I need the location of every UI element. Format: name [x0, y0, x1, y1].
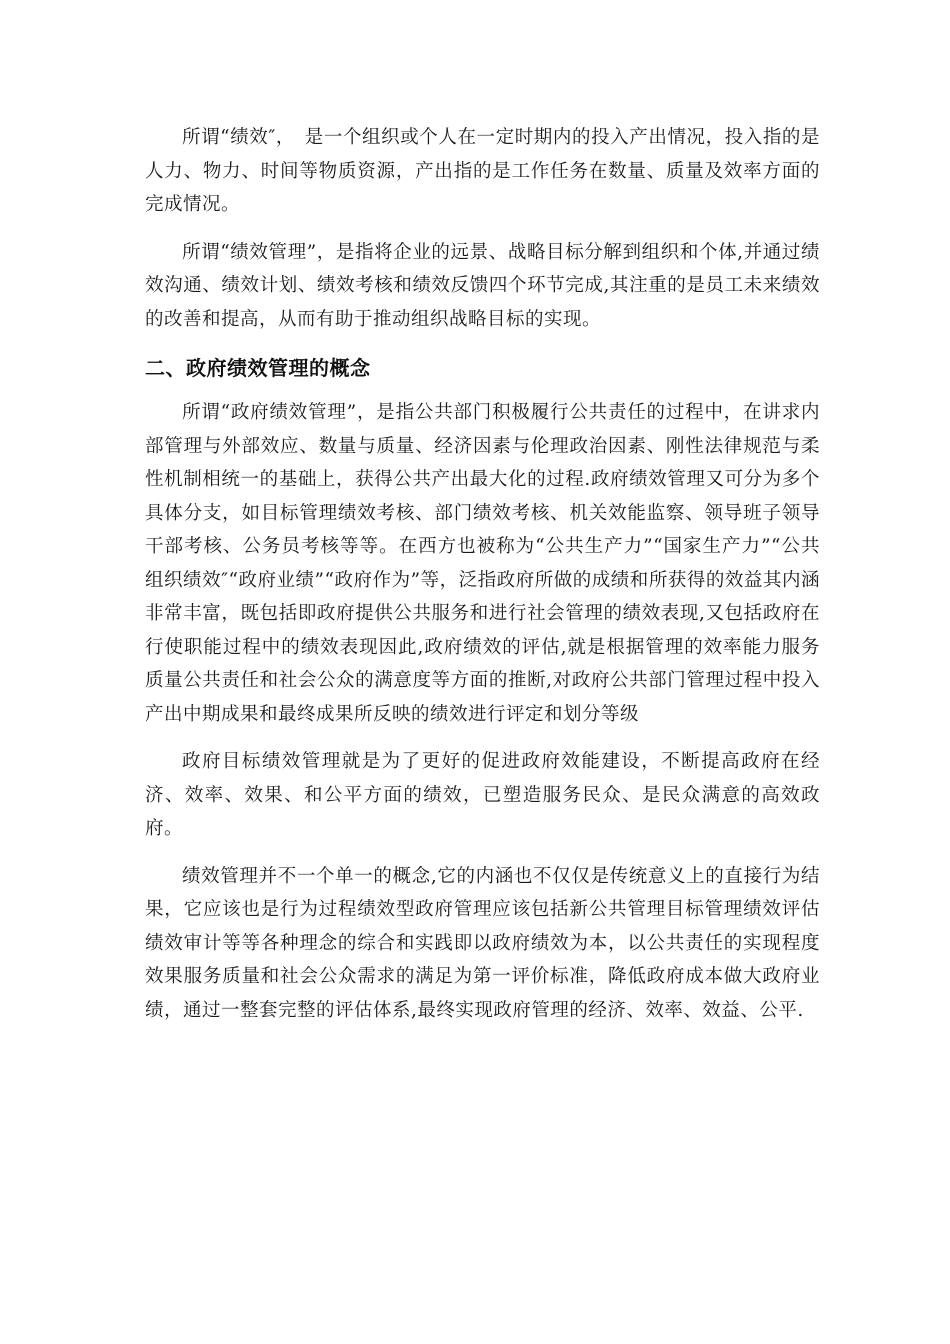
paragraph-government-performance-management: 所谓“政府绩效管理”，是指公共部门积极履行公共责任的过程中，在讲求内部管理与外部效应、数量与质量、经济因素与伦理政治因素、刚性法律规范与柔性机制相统一的基础上，获得公共产出最大化的过程.政府绩效管理又可分为多个具体分支，如目标管理绩效考核、部门绩效考核、机关效能监察、领导班子领导干部考核、公务员考核等等。在西方也被称为“公共生产力”“国家生产力”“公共组织绩效″“政府业绩”“政府作为”等，泛指政府所做的成绩和所获得的效益其内涵非常丰富，既包括即政府提供公共服务和进行社会管理的绩效表现,又包括政府在行使职能过程中的绩效表现因此,政府绩效的评估,就是根据管理的效率能力服务质量公共责任和社会公众的满意度等方面的推断,对政府公共部门管理过程中投入产出中期成果和最终成果所反映的绩效进行评定和划分等级	[145, 402, 820, 725]
paragraph-government-target-performance: 政府目标绩效管理就是为了更好的促进政府效能建设，不断提高政府在经济、效率、效果、和公平方面的绩效，已塑造服务民众、是民众满意的高效政府。	[145, 751, 820, 839]
paragraph-performance-management-concept: 绩效管理并不一个单一的概念,它的内涵也不仅仅是传统意义上的直接行为结果，它应该也是行为过程绩效型政府管理应该包括新公共管理目标管理绩效评估绩效审计等等各种理念的综合和实践即以政府绩效为本，以公共责任的实现程度效果服务质量和社会公众需求的满足为第一评价标准，降低政府成本做大政府业绩，通过一整套完整的评估体系,最终实现政府管理的经济、效率、效益、公平.	[145, 865, 820, 1021]
paragraph-performance-definition: 所谓“绩效″， 是一个组织或个人在一定时期内的投入产出情况，投入指的是人力、物力、时间等物质资源，产出指的是工作任务在数量、质量及效率方面的完成情况。	[145, 127, 820, 215]
paragraph-performance-management-definition: 所谓“绩效管理”，是指将企业的远景、战略目标分解到组织和个体,并通过绩效沟通、绩效计划、绩效考核和绩效反馈四个环节完成,其注重的是员工未来绩效的改善和提高，从而有助于推动组织战略目标的实现。	[145, 241, 820, 330]
section-heading: 二、政府绩效管理的概念	[145, 356, 371, 380]
document-body	[145, 121, 820, 1027]
